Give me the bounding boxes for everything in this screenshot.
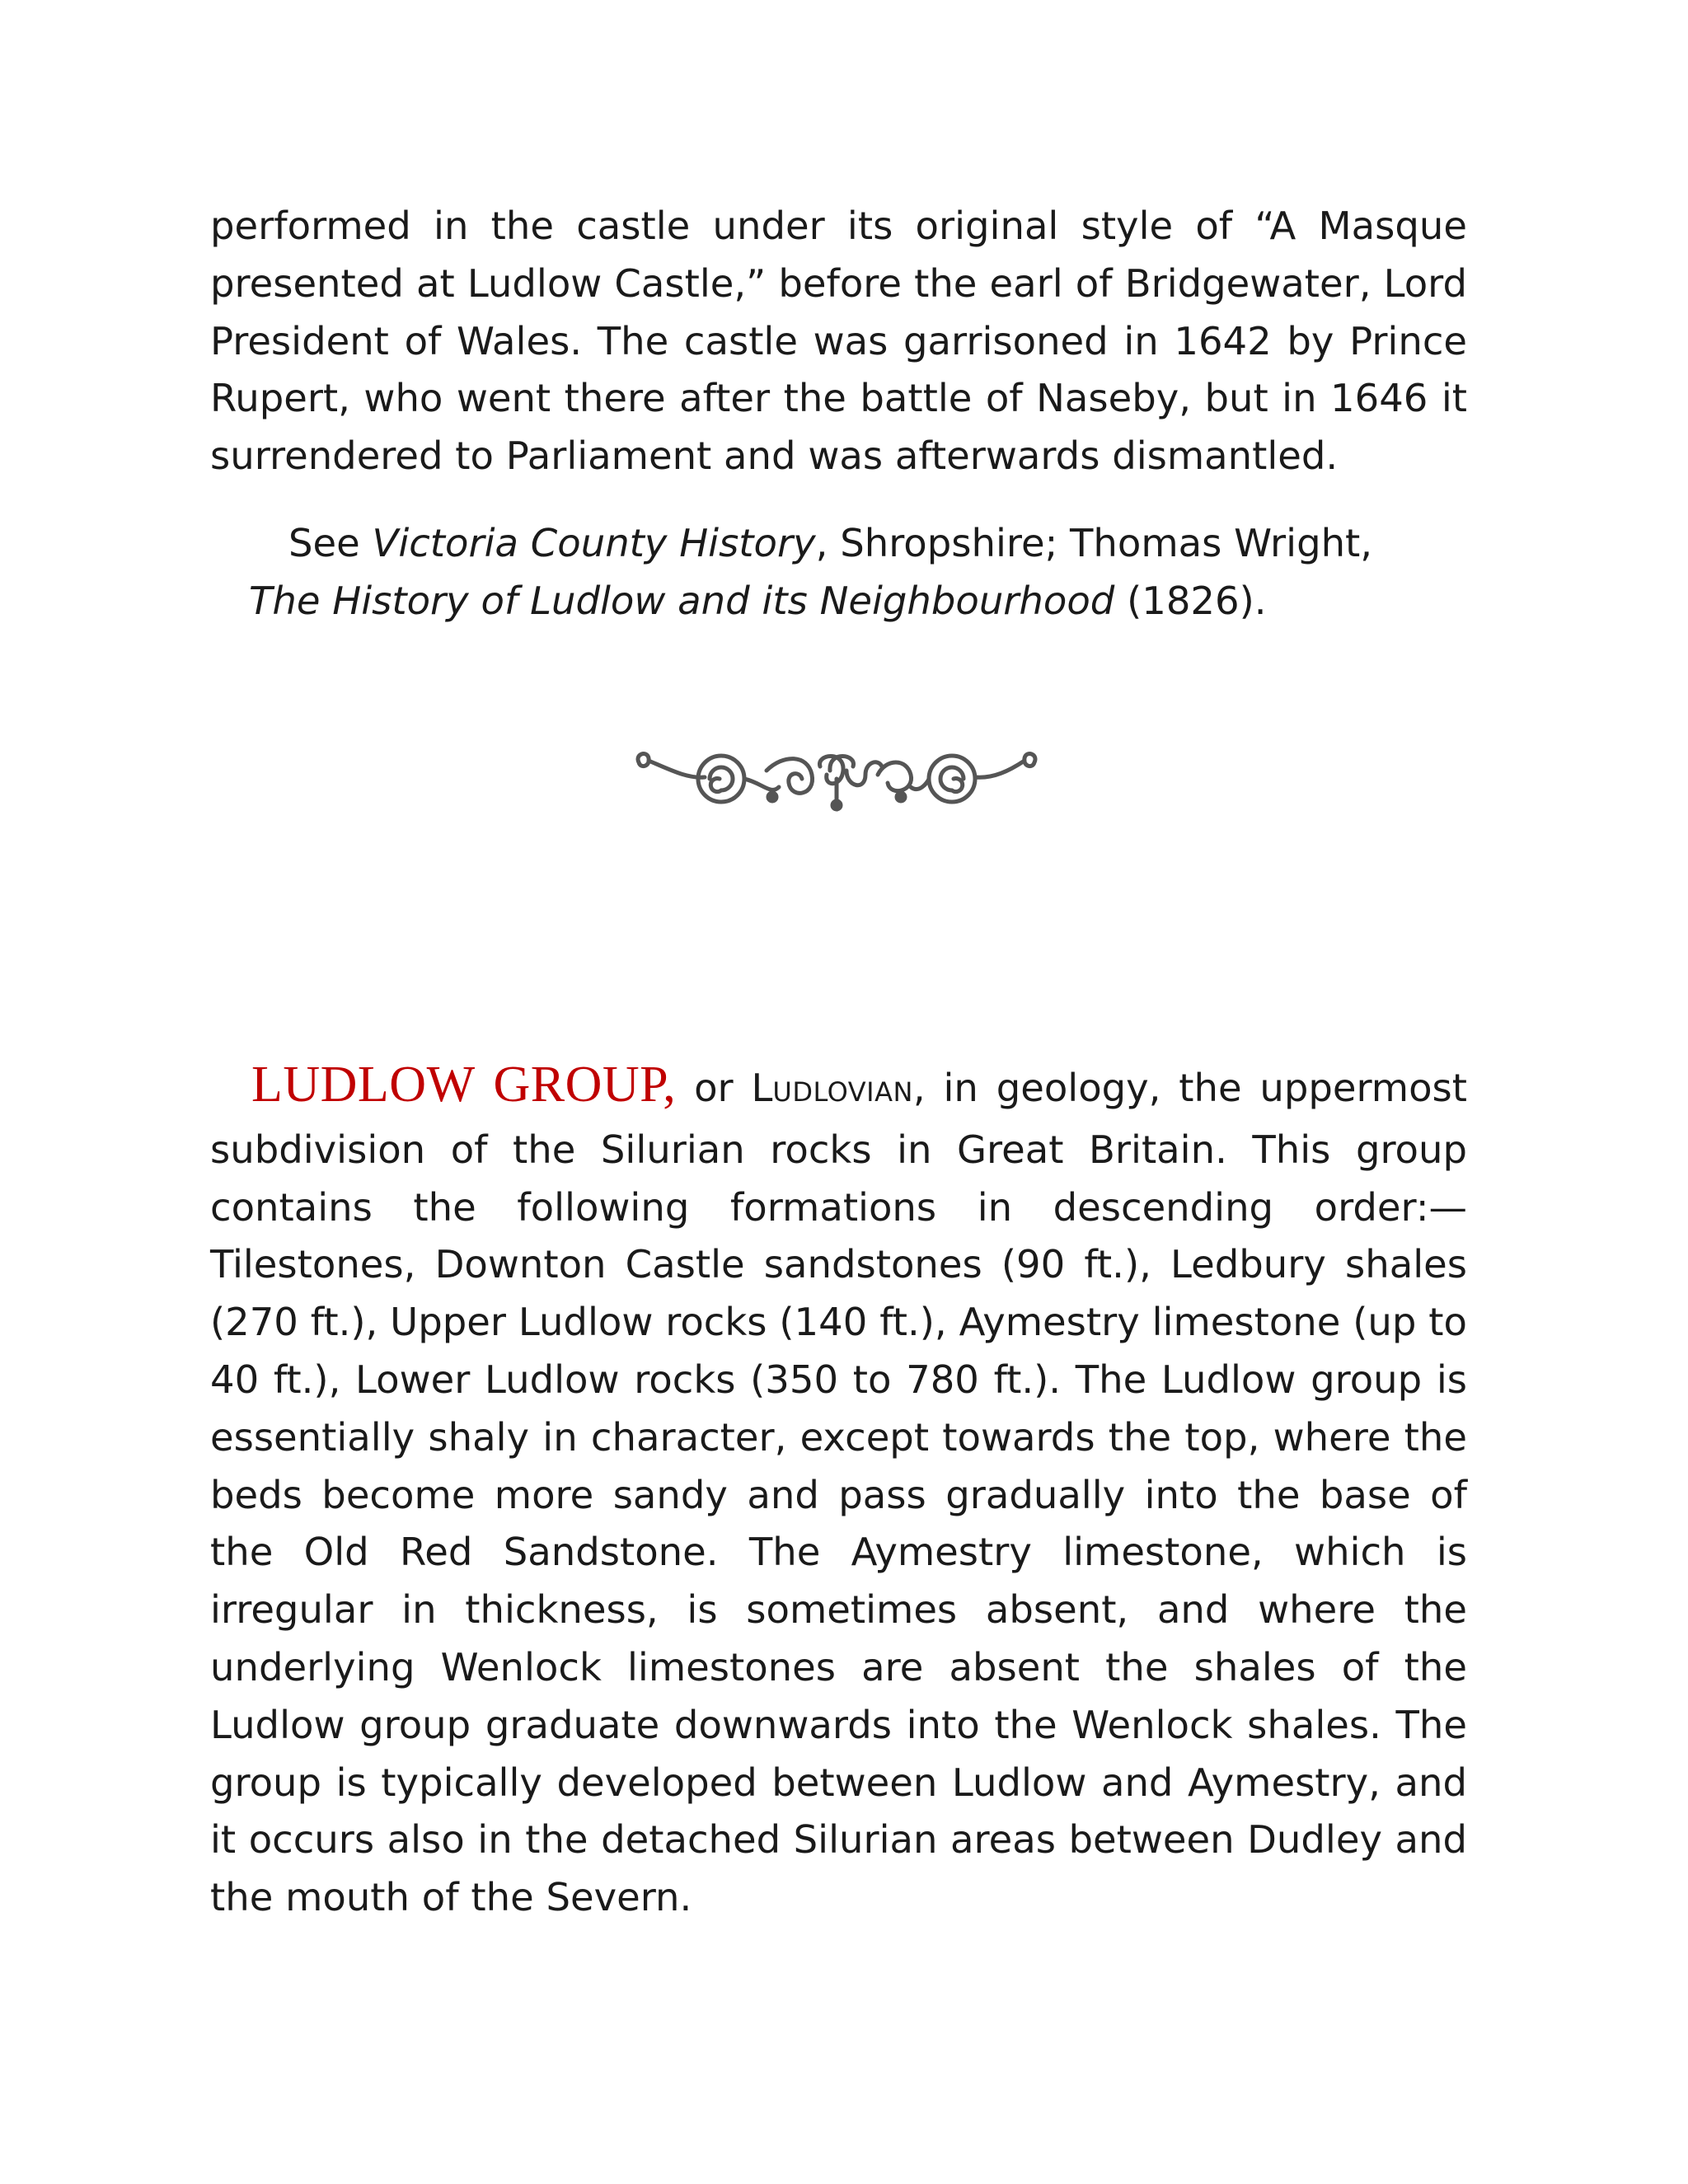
entry-or: or [676,1066,752,1110]
entry-body: , in geology, the uppermost subdivision of the Silurian rocks in Great Britain. This group contains the following formations in descending order:—Tilestones, Downton Castle sandstones (90 ft.), Ledbury shales (270 ft.), Upper Ludlow rocks (140 ft.), Aymestry limestone (up to 40 ft.), Lower Ludlow rocks (350 to 780 ft.). The Ludlow group is essentially shaly in character, except towards the top, where the beds become more sandy and pass gradually into the base of the Old Red Sandstone. The Aymestry limestone, which is irregular in thickness, is sometimes absent, and where the underlying Wenlock limestones are absent the shales of the Ludlow group graduate downwards into the Wenlock shales. The group is typically developed between Ludlow and Aymestry, and it occurs also in the detached Silurian areas between Dudley and the mouth of the Severn. [210,1066,1467,1920]
see-reference-note [249,515,1419,630]
alt-name-rest: UDLOVIAN [772,1076,913,1108]
see-middle: , Shropshire; Thomas Wright, [815,521,1373,565]
see-suffix: (1826). [1114,578,1267,623]
reference-title-vch: Victoria County History [372,521,816,565]
paragraph-castle-history: performed in the castle under its original style of “A Masque presented at Ludlow Castle,” before the earl of Bridgewater, Lord President of Wales. The castle was garrisoned in 1642 by Prince Rupert, who went there after the battle of Naseby, but in 1646 it surrendered to Parliament and was afterwards dismantled. [210,204,1467,479]
see-prefix: See [288,521,373,565]
reference-title-wright: The History of Ludlow and its Neighbourhood [249,578,1115,623]
entry-headword: LUDLOW GROUP, [251,1057,677,1113]
scroll-ornament-icon [631,738,1043,820]
alt-name-initial: L [751,1066,773,1110]
entry-ludlow-group [210,1057,1467,1927]
